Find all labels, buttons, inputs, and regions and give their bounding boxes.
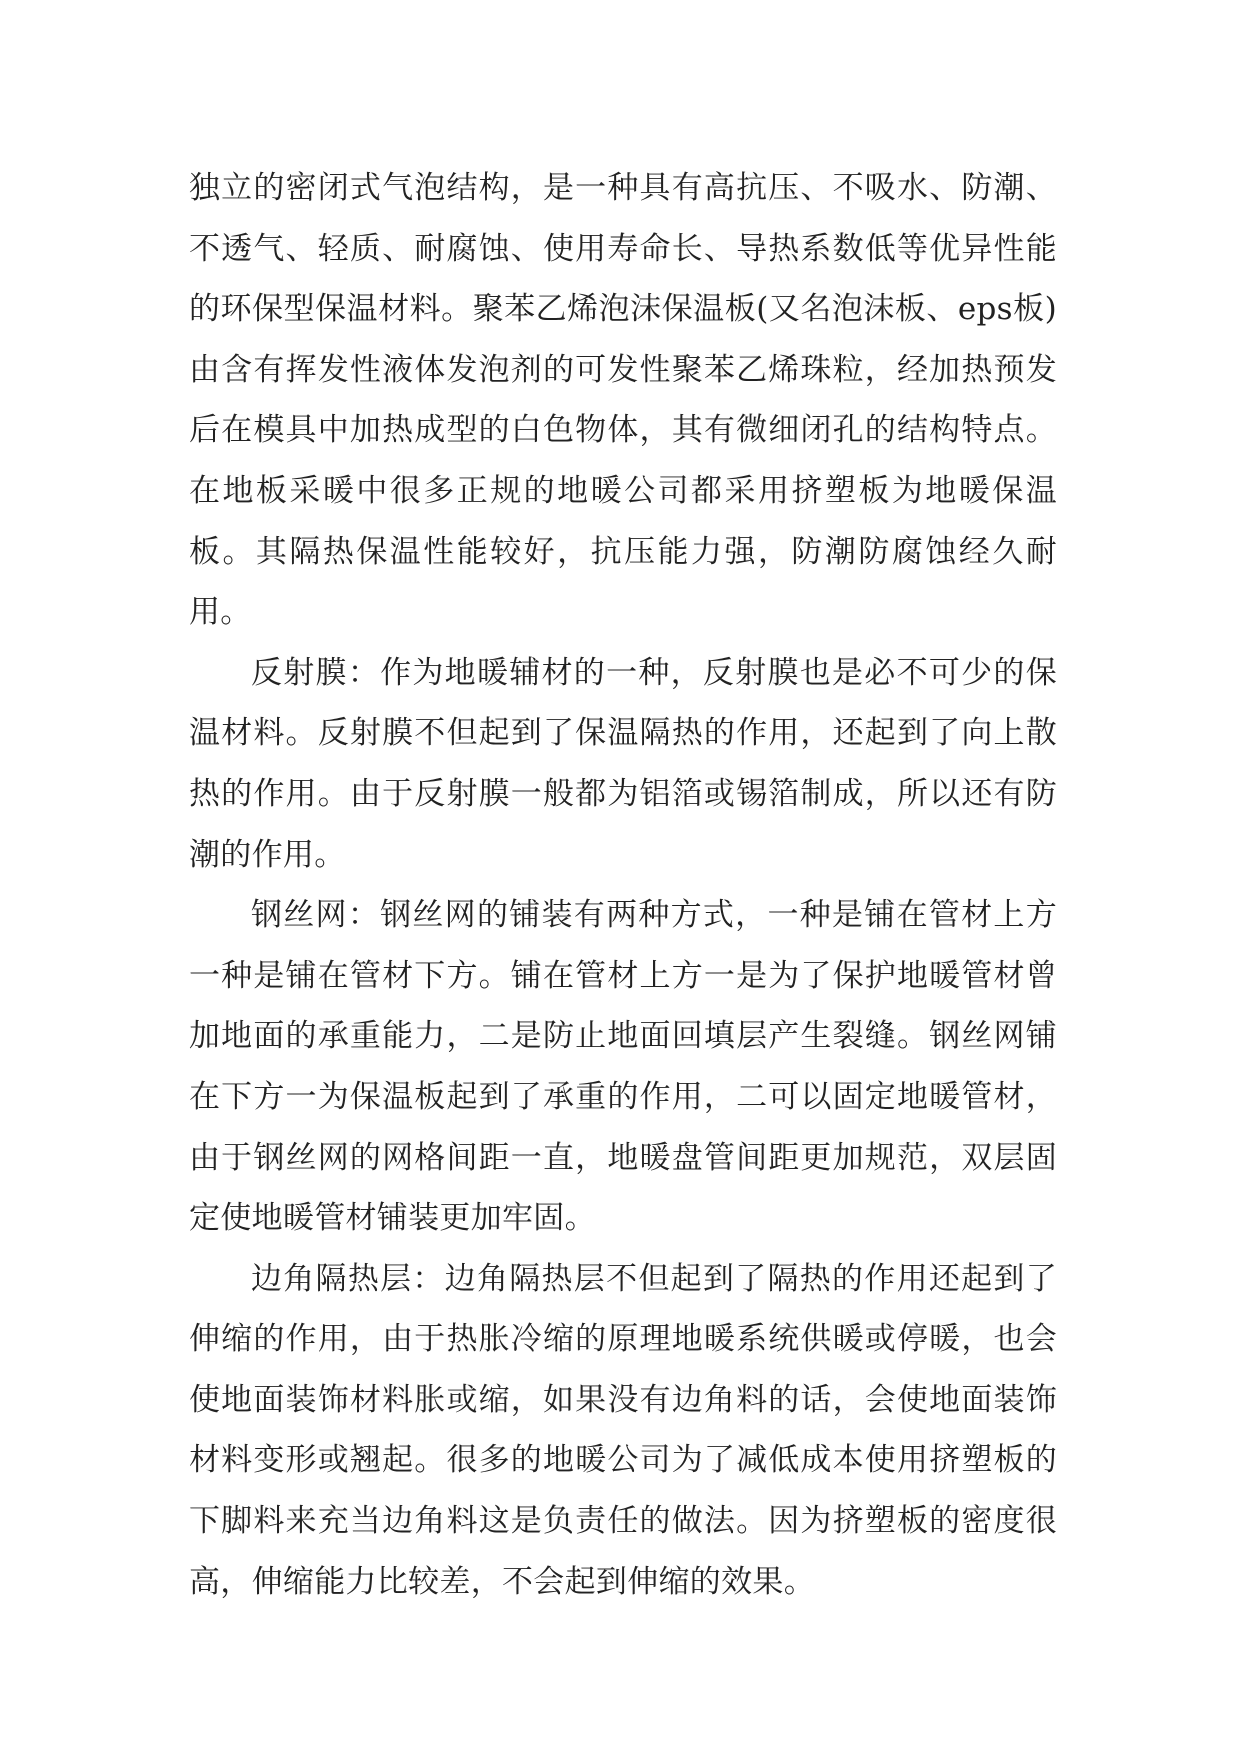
paragraph-insulation-board: 独立的密闭式气泡结构，是一种具有高抗压、不吸水、防潮、不透气、轻质、耐腐蚀、使用寿命长、导热系数低等优异性能的环保型保温材料。聚苯乙烯泡沫保温板(又名泡沫板、eps板)由含有挥发性液体发泡剂的可发性聚苯乙烯珠粒，经加热预发后在模具中加热成型的白色物体，其有微细闭孔的结构特点。在地板采暖中很多正规的地暖公司都采用挤塑板为地暖保温板。其隔热保温性能较好，抗压能力强，防潮防腐蚀经久耐用。 — [189, 170, 1057, 631]
paragraph-edge-insulation: 边角隔热层：边角隔热层不但起到了隔热的作用还起到了伸缩的作用，由于热胀冷缩的原理地暖系统供暖或停暖，也会使地面装饰材料胀或缩，如果没有边角料的话，会使地面装饰材料变形或翘起。很多的地暖公司为了减低成本使用挤塑板的下脚料来充当边角料这是负责任的做法。因为挤塑板的密度很高，伸缩能力比较差，不会起到伸缩的效果。 — [189, 1260, 1057, 1600]
paragraph-reflective-film: 反射膜：作为地暖辅材的一种，反射膜也是必不可少的保温材料。反射膜不但起到了保温隔热的作用，还起到了向上散热的作用。由于反射膜一般都为铝箔或锡箔制成，所以还有防潮的作用。 — [189, 654, 1057, 873]
document-body — [189, 158, 1057, 1612]
paragraph-steel-mesh: 钢丝网：钢丝网的铺装有两种方式，一种是铺在管材上方一种是铺在管材下方。铺在管材上方一是为了保护地暖管材曾加地面的承重能力，二是防止地面回填层产生裂缝。钢丝网铺在下方一为保温板起到了承重的作用，二可以固定地暖管材，由于钢丝网的网格间距一直，地暖盘管间距更加规范，双层固定使地暖管材铺装更加牢固。 — [189, 897, 1057, 1237]
